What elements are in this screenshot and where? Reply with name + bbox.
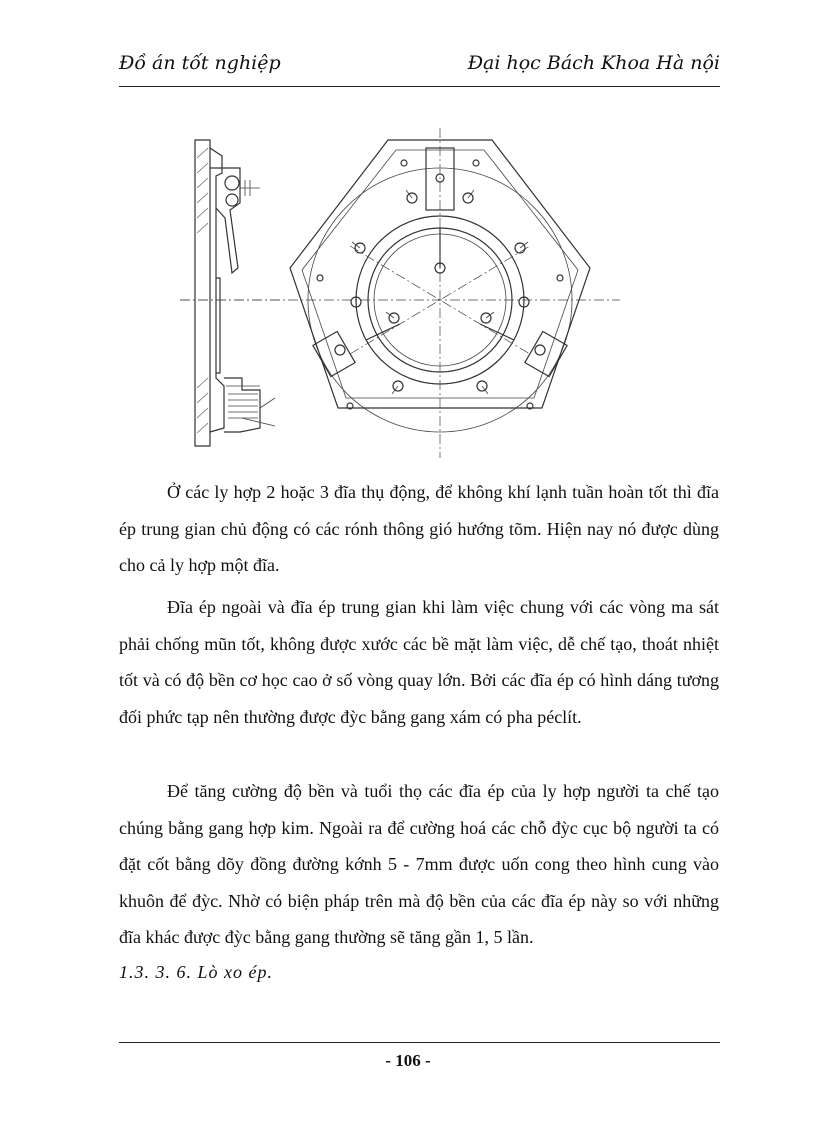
footer-divider — [119, 1042, 720, 1043]
paragraph-1: Ở các ly hợp 2 hoặc 3 đĩa thụ động, để không khí lạnh tuần hoàn tốt thì đĩa ép trung gian chủ động có các rónh thông gió hướng tõm. Hiện nay nó được dùng cho cả ly hợp một đĩa. — [119, 482, 719, 575]
page-number: - 106 - — [385, 1051, 431, 1070]
header-university: Đại học Bách Khoa Hà nội — [467, 52, 720, 74]
front-view — [180, 128, 620, 458]
side-section-view — [180, 140, 280, 446]
header-document-title: Đồ án tốt nghiệp — [119, 52, 281, 74]
section-subheading: 1.3. 3. 6. Lò xo ép. — [119, 962, 273, 982]
paragraph-2: Đĩa ép ngoài và đĩa ép trung gian khi làm việc chung với các vòng ma sát phải chống mũn tốt, không được xước các bề mặt làm việc, dễ chế tạo, thoát nhiệt tốt và có độ bền cơ học cao ở số vòng quay lớn. Bởi các đĩa ép có hình dáng tương đối phức tạp nên thường được đỳc bằng gang xám có pha péclít. — [119, 597, 719, 727]
clutch-pressure-plate-drawing — [180, 128, 620, 462]
header-divider — [119, 86, 720, 87]
paragraph-3: Để tăng cường độ bền và tuổi thọ các đĩa ép của ly hợp người ta chế tạo chúng bằng gang hợp kim. Ngoài ra để cường hoá các chỗ đỳc cục bộ người ta có đặt cốt bằng dõy đồng đường kớnh 5 - 7mm được uốn cong theo hình cung vào khuôn để đỳc. Nhờ có biện pháp trên mà độ bền của các đĩa ép này so với những đĩa khác được đỳc bằng gang thường sẽ tăng gần 1, 5 lần. — [119, 781, 719, 947]
technical-drawing-icon — [180, 128, 620, 458]
